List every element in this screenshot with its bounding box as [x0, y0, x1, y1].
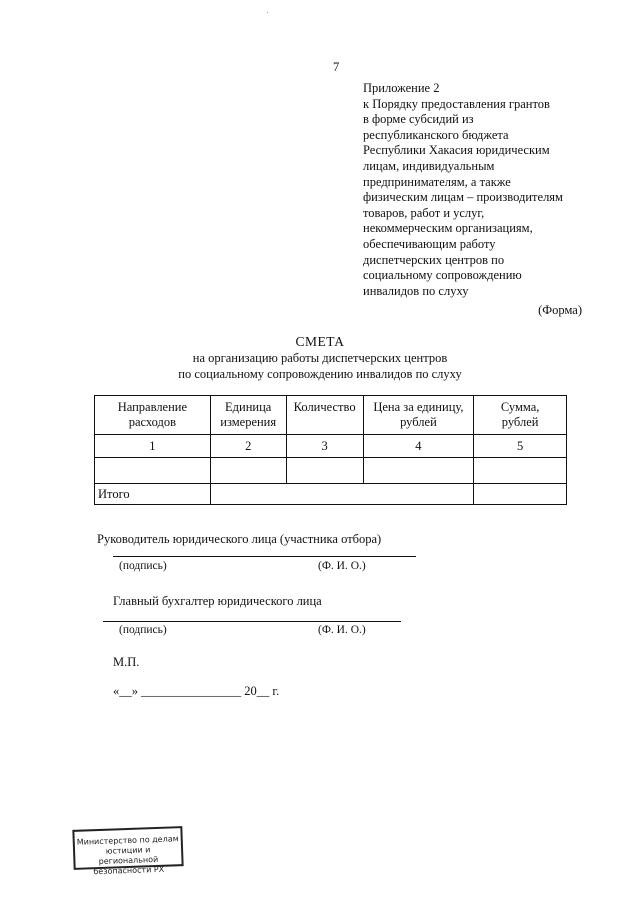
column-number: 3: [286, 435, 363, 458]
table-row: [95, 458, 567, 484]
total-merged-cell: [210, 484, 474, 505]
header-line: Количество: [293, 400, 356, 414]
appendix-line: в форме субсидий из: [363, 112, 474, 127]
registration-stamp: [72, 826, 183, 877]
column-number: 4: [363, 435, 474, 458]
accountant-name-caption: (Ф. И. О.): [318, 624, 366, 636]
column-number: 5: [474, 435, 567, 458]
table-cell: [474, 458, 567, 484]
header-cell: [286, 396, 363, 435]
table-cell: [363, 458, 474, 484]
header-line: Сумма,: [500, 400, 540, 414]
table-header-row: [95, 396, 567, 435]
header-line: рублей: [501, 415, 539, 429]
table-cell: [95, 458, 211, 484]
document-title: СМЕТА: [295, 334, 345, 349]
appendix-line: социальному сопровождению: [363, 268, 522, 283]
form-label: (Форма): [538, 303, 582, 317]
page-number: 7: [333, 60, 340, 74]
appendix-line: лицам, индивидуальным: [363, 158, 495, 173]
header-cell: [363, 396, 474, 435]
seal-place-label: М.П.: [113, 655, 140, 669]
scan-speck: [267, 12, 268, 13]
header-line: измерения: [220, 415, 277, 429]
total-row: [95, 484, 567, 505]
head-signature-line: [113, 556, 416, 557]
accountant-signature-label: Главный бухгалтер юридического лица: [113, 594, 322, 608]
appendix-line: инвалидов по слуху: [363, 283, 469, 298]
appendix-line: некоммерческим организациям,: [363, 221, 533, 236]
appendix-line: Республики Хакасия юридическим: [363, 143, 550, 158]
header-cell: [95, 396, 211, 435]
head-signature-label: Руководитель юридического лица (участника отбора): [97, 532, 382, 546]
stamp-line: Министерство по делам: [76, 834, 179, 847]
document-subtitle-line2: по социальному сопровождению инвалидов по слуху: [178, 367, 462, 381]
head-signature-caption: (подпись): [119, 560, 167, 572]
appendix-line: товаров, работ и услуг,: [363, 205, 485, 220]
stamp-line: безопасности РХ: [93, 864, 165, 877]
appendix-line: физическим лицам – производителям: [363, 190, 563, 205]
stamp-line: юстиции и региональной: [98, 845, 159, 867]
document-title-block: [0, 334, 640, 382]
table-cell: [210, 458, 286, 484]
total-label: Итого: [95, 484, 211, 505]
document-subtitle-line1: на организацию работы диспетчерских центров: [192, 351, 448, 365]
total-sum-cell: [474, 484, 567, 505]
column-number: 1: [95, 435, 211, 458]
appendix-line: к Порядку предоставления грантов: [363, 96, 550, 111]
header-line: Направление: [117, 400, 188, 414]
header-line: расходов: [128, 415, 177, 429]
appendix-line: обеспечивающим работу: [363, 236, 496, 251]
estimate-table: [94, 395, 567, 505]
head-name-caption: (Ф. И. О.): [318, 560, 366, 572]
header-line: Единица: [225, 400, 272, 414]
header-cell: [474, 396, 567, 435]
accountant-signature-line: [103, 621, 401, 622]
column-number: 2: [210, 435, 286, 458]
appendix-line: предпринимателям, а также: [363, 174, 511, 189]
header-line: Цена за единицу,: [373, 400, 464, 414]
header-cell: [210, 396, 286, 435]
appendix-line: Приложение 2: [363, 81, 440, 95]
appendix-line: республиканского бюджета: [363, 127, 509, 142]
appendix-header: [363, 81, 613, 299]
date-line: «__» ________________ 20__ г.: [113, 684, 280, 698]
appendix-line: диспетчерских центров по: [363, 252, 505, 267]
header-line: рублей: [400, 415, 437, 429]
column-number-row: [95, 435, 567, 458]
accountant-signature-caption: (подпись): [119, 624, 167, 636]
table-cell: [286, 458, 363, 484]
